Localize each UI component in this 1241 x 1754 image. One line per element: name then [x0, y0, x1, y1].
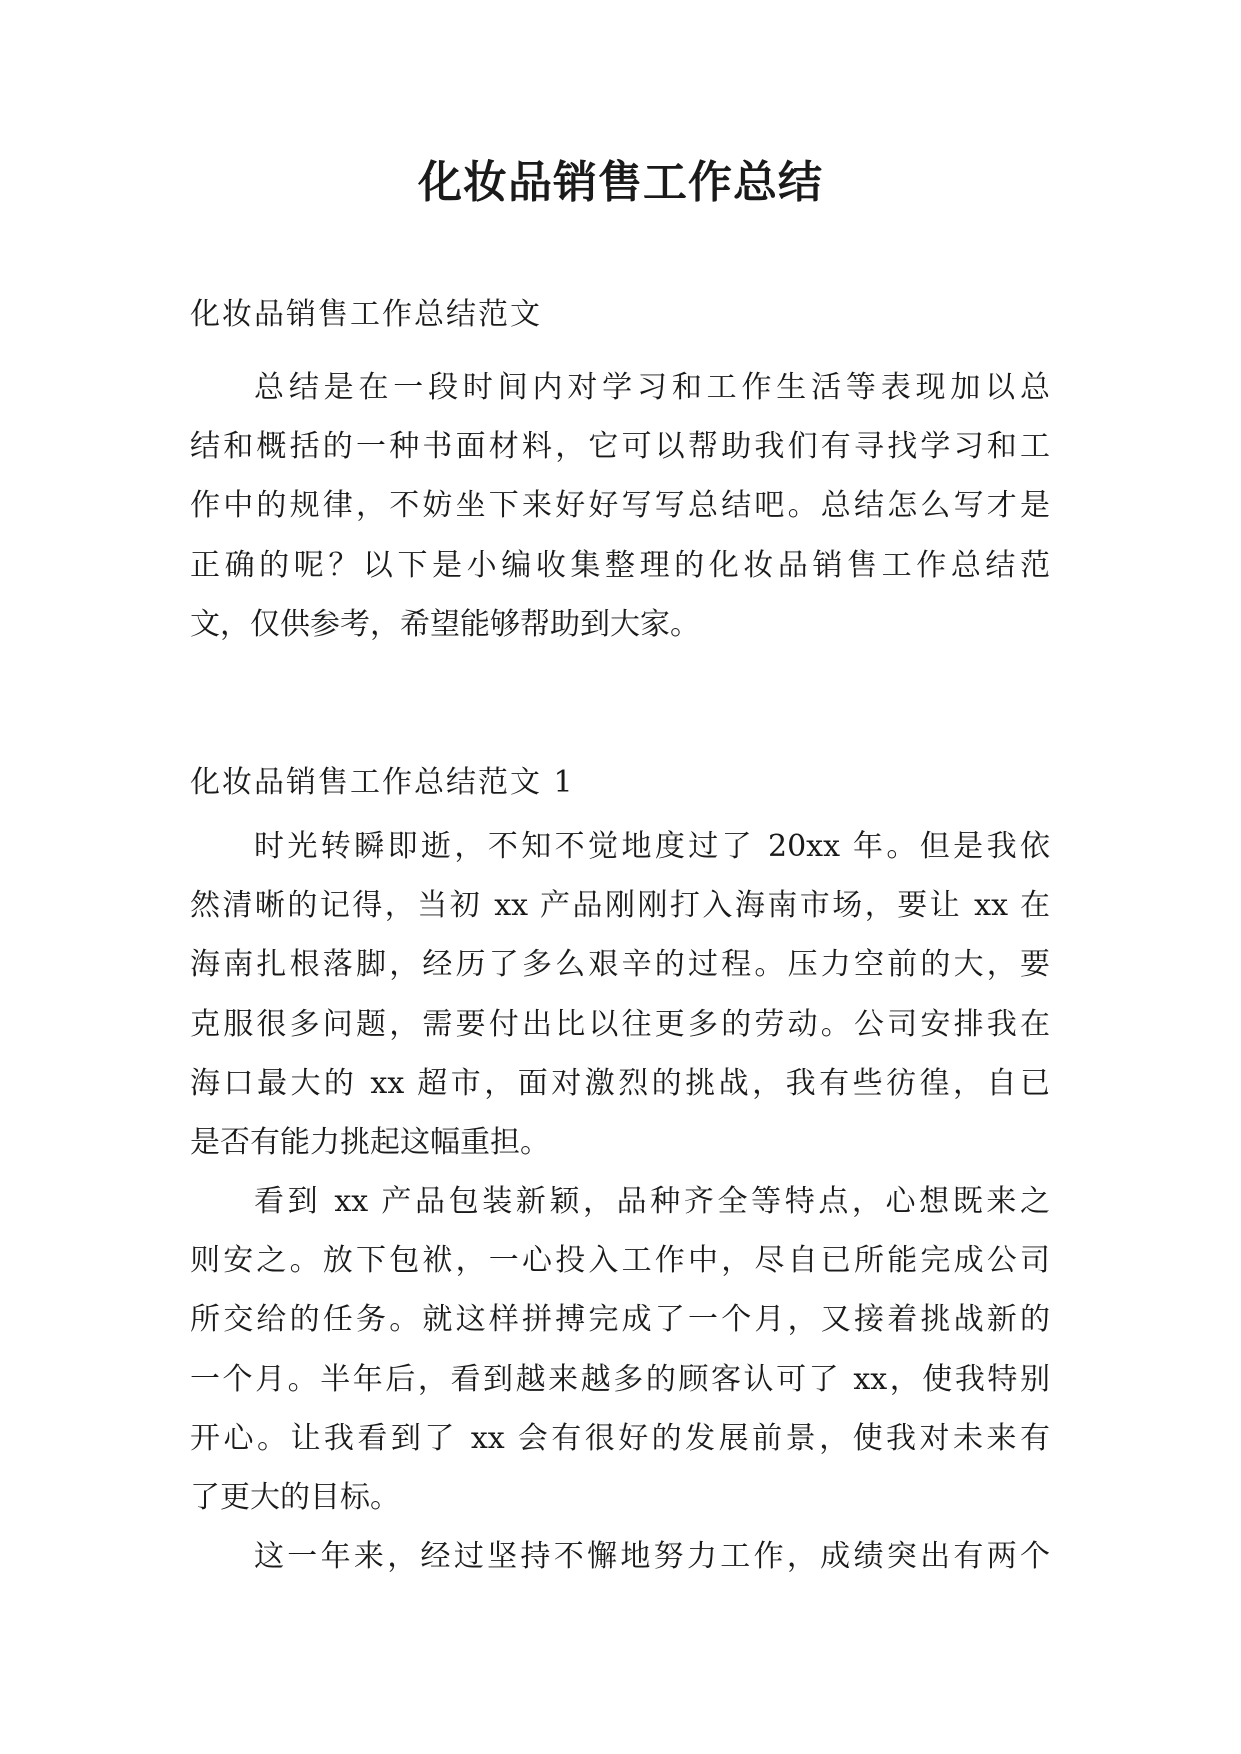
paragraph-line: 海口最大的 xx 超市，面对激烈的挑战，我有些彷徨，自已 — [190, 1065, 1050, 1101]
paragraph-line: 看到 xx 产品包装新颖，品种齐全等特点，心想既来之 — [254, 1184, 1050, 1219]
paragraph-line: 开心。让我看到了 xx 会有很好的发展前景，使我对未来有 — [190, 1420, 1050, 1456]
paragraph-line: 则安之。放下包袱，一心投入工作中，尽自已所能完成公司 — [190, 1243, 1050, 1279]
paragraph-line: 这一年来，经过坚持不懈地努力工作，成绩突出有两个 — [254, 1539, 1050, 1574]
body-paragraph-3 — [190, 1527, 1050, 1586]
intro-paragraph — [190, 358, 1050, 654]
intro-line: 总结是在一段时间内对学习和工作生活等表现加以总 — [254, 370, 1050, 405]
paragraph-line: 所交给的任务。就这样拼搏完成了一个月，又接着挑战新的 — [190, 1302, 1050, 1338]
intro-line: 正确的呢？以下是小编收集整理的化妆品销售工作总结范 — [190, 547, 1050, 583]
paragraph-line: 克服很多问题，需要付出比以往更多的劳动。公司安排我在 — [190, 1006, 1050, 1042]
paragraph-line: 海南扎根落脚，经历了多么艰辛的过程。压力空前的大，要 — [190, 947, 1050, 983]
intro-line: 作中的规律，不妨坐下来好好写写总结吧。总结怎么写才是 — [190, 488, 1050, 524]
body-paragraph-2 — [190, 1172, 1050, 1527]
document-subtitle: 化妆品销售工作总结范文 — [190, 297, 542, 332]
paragraph-line: 是否有能力挑起这幅重担。 — [190, 1124, 550, 1160]
intro-line: 结和概括的一种书面材料，它可以帮助我们有寻找学习和工 — [190, 429, 1050, 465]
section-heading: 化妆品销售工作总结范文 1 — [190, 765, 575, 800]
paragraph-line: 然清晰的记得，当初 xx 产品刚刚打入海南市场，要让 xx 在 — [190, 888, 1050, 924]
intro-line: 文，仅供参考，希望能够帮助到大家。 — [190, 606, 700, 642]
paragraph-line: 一个月。半年后，看到越来越多的顾客认可了 xx，使我特别 — [190, 1361, 1050, 1397]
paragraph-line: 了更大的目标。 — [190, 1479, 400, 1515]
paragraph-line: 时光转瞬即逝，不知不觉地度过了 20xx 年。但是我依 — [254, 829, 1050, 864]
document-title: 化妆品销售工作总结 — [418, 157, 823, 208]
body-paragraph-1 — [190, 817, 1050, 1172]
